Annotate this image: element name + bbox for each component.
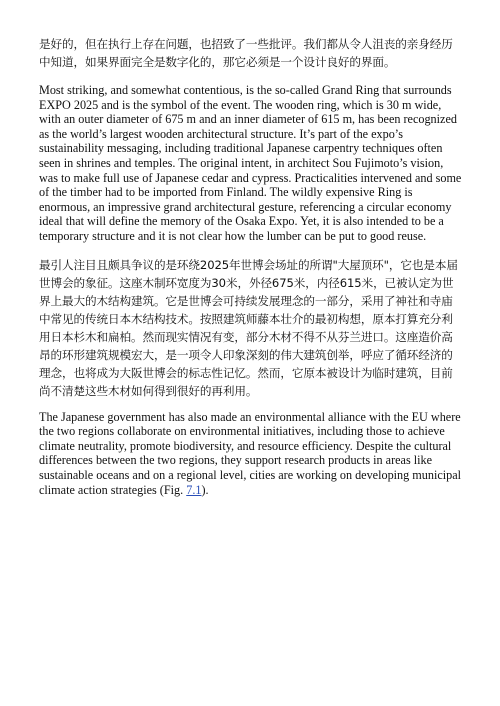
paragraph-zh-interface-critique: 是好的，但在执行上存在问题，也招致了一些批评。我们都从令人沮丧的亲身经历中知道，如果界面完全是数字化的，那它必须是一个设计良好的界面。	[39, 37, 453, 69]
paragraph-en-grand-ring: Most striking, and somewhat contentious, is the so-called Grand Ring that surrounds EXPO 2025 and is the symbol of the event. The wooden ring, which is 30 m wide, with an outer diameter of 675 m and an inner diameter of 615 m, has been recognized as the world’s largest wooden architectural structure. It’s part of the expo’s sustainability messaging, including traditional Japanese carpentry techniques often seen in shrines and temples. The original intent, in architect Sou Fujimoto’s vision, was to make full use of Japanese cedar and cypress. Practicalities intervened and some of the timber had to be imported from Finland. The wildly expensive Ring is enormous, an impressive grand architectural gesture, referencing a circular economy ideal that will define the memory of the Osaka Expo. Yet, it is also intended to be a temporary structure and it is not clear how the lumber can be put to good reuse.	[39, 83, 462, 243]
paragraph-en-eu-alliance-tail: ).	[201, 482, 209, 497]
document-page	[39, 35, 463, 497]
figure-reference-link[interactable]: 7.1	[186, 482, 202, 497]
paragraph-en-eu-alliance-text: The Japanese government has also made an environmental alliance with the EU where the two regions collaborate on environmental initiatives, including those to achieve climate neutrality, promote biodiversity, and resource efficiency. Despite the cultural differences between the two regions, they support research products in areas like sustainable oceans and on a regional level, cities are working on developing municipal climate action strategies (Fig.	[39, 409, 462, 497]
paragraph-zh-grand-ring: 最引人注目且颇具争议的是环绕2025年世博会场址的所谓"大屋顶环"，它也是本届世博会的象征。这座木制环宽度为30米，外径675米，内径615米，已被认定为世界上最大的木结构建筑。它是世博会可持续发展理念的一部分，采用了神社和寺庙中常见的传统日本木结构技术。按照建筑师藤本壮介的最初构想，原本打算充分利用日本杉木和扁柏。然而现实情况有变，部分木材不得不从芬兰进口。这座造价高昂的环形建筑规模宏大，是一项令人印象深刻的伟大建筑创举，呼应了循环经济的理念，也将成为大阪世博会的标志性记忆。然而，它原本被设计为临时建筑，目前尚不清楚这些木材如何得到很好的再利用。	[39, 257, 458, 398]
paragraph-en-eu-alliance	[39, 410, 463, 498]
